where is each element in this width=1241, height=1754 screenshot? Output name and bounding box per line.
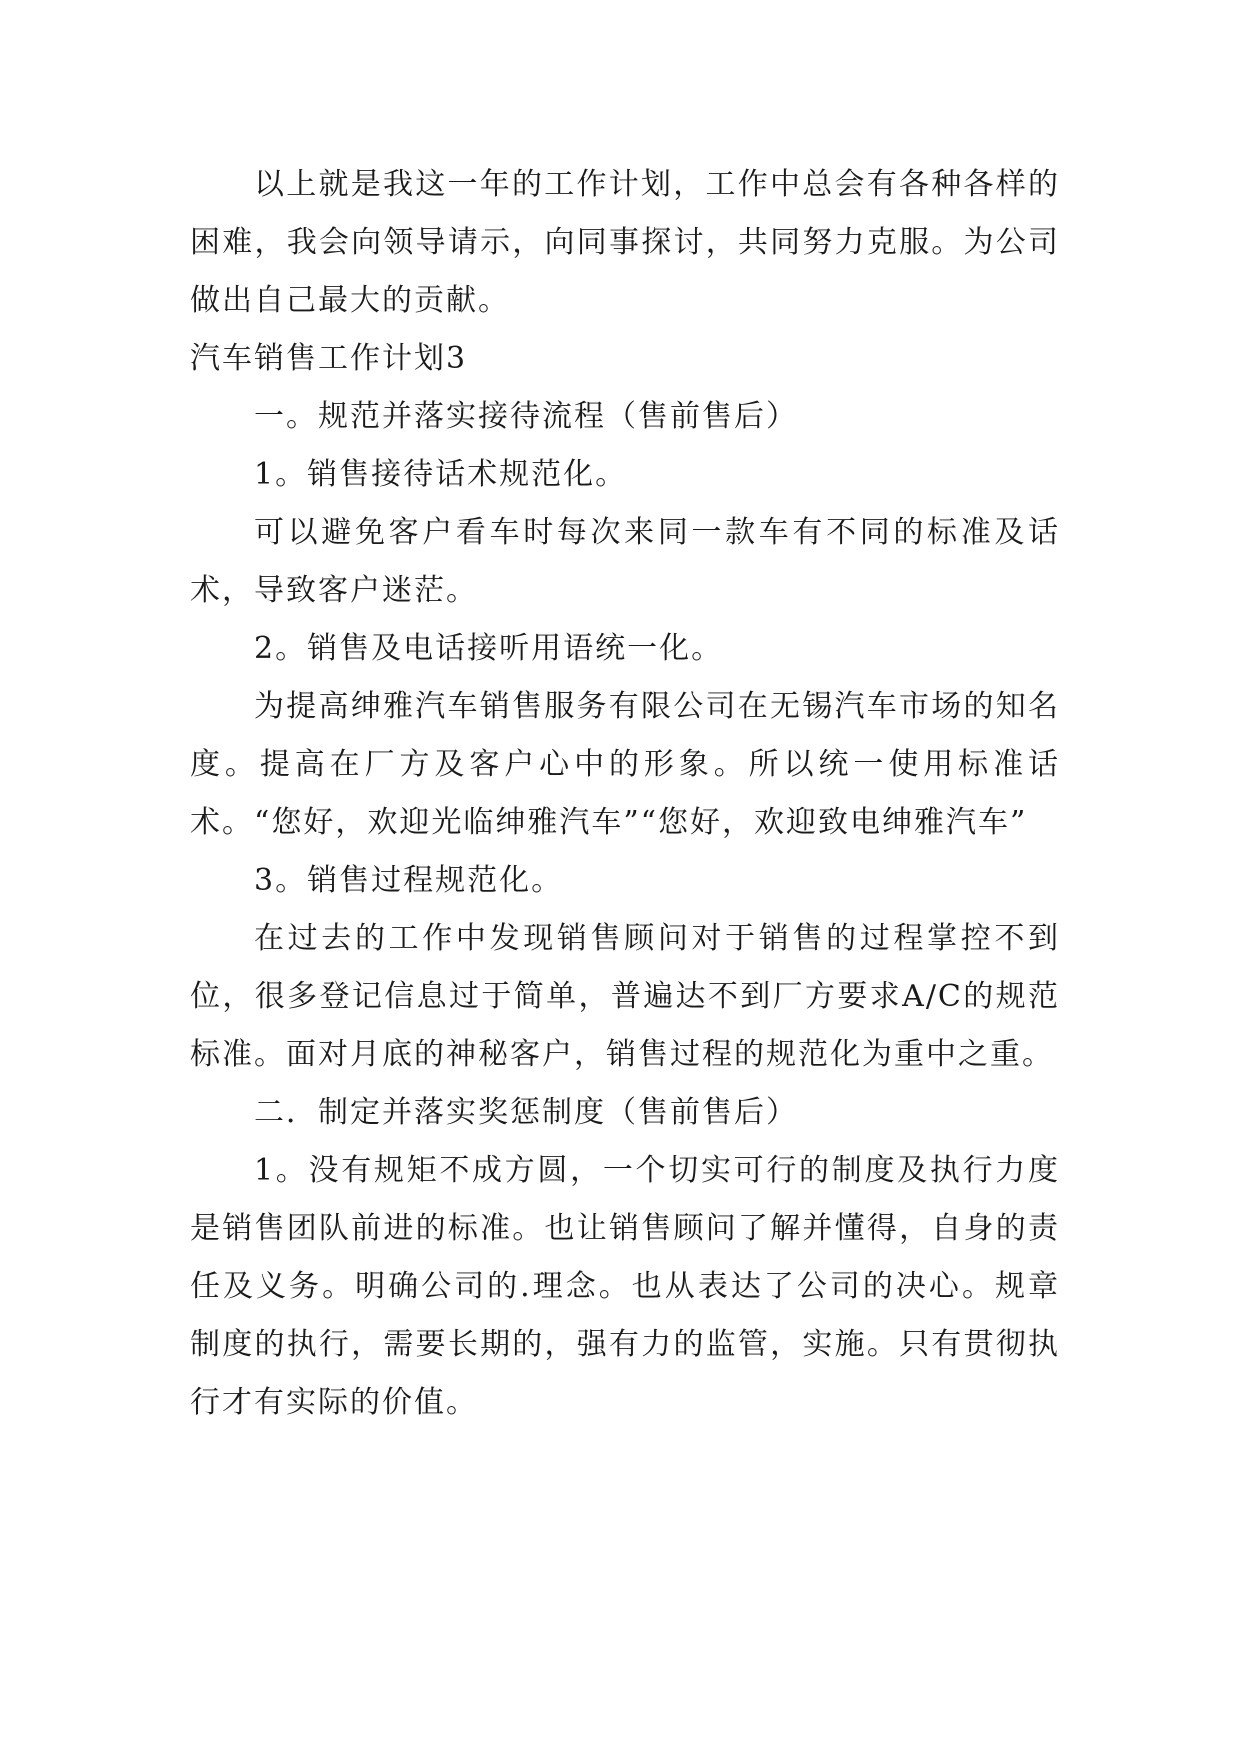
- paragraph-sales-process: 在过去的工作中发现销售顾问对于销售的过程掌控不到位，很多登记信息过于简单，普遍达不到厂方要求A/C的规范标准。面对月底的神秘客户，销售过程的规范化为重中之重。: [190, 921, 1060, 1072]
- subheading-sales-process: 3。销售过程规范化。: [254, 863, 564, 898]
- paragraph-phone-language: 为提高绅雅汽车销售服务有限公司在无锡汽车市场的知名度。提高在厂方及客户心中的形象。所以统一使用标准话术。“您好，欢迎光临绅雅汽车”“您好，欢迎致电绅雅汽车”: [190, 689, 1060, 840]
- paragraph-script-reason: 可以避免客户看车时每次来同一款车有不同的标准及话术，导致客户迷茫。: [190, 515, 1060, 608]
- document-body: [190, 156, 1060, 1432]
- paragraph-closing: 以上就是我这一年的工作计划，工作中总会有各种各样的困难，我会向领导请示，向同事探讨，共同努力克服。为公司做出自己最大的贡献。: [190, 167, 1060, 318]
- section-title: 汽车销售工作计划3: [190, 341, 468, 376]
- heading-reception-process: 一。规范并落实接待流程（售前售后）: [254, 399, 798, 434]
- heading-reward-system: 二．制定并落实奖惩制度（售前售后）: [254, 1095, 798, 1130]
- paragraph-reward-system: 1。没有规矩不成方圆，一个切实可行的制度及执行力度是销售团队前进的标准。也让销售顾问了解并懂得，自身的责任及义务。明确公司的.理念。也从表达了公司的决心。规章制度的执行，需要长期的，强有力的监管，实施。只有贯彻执行才有实际的价值。: [190, 1153, 1060, 1420]
- subheading-phone-language: 2。销售及电话接听用语统一化。: [254, 631, 724, 666]
- subheading-script-standardization: 1。销售接待话术规范化。: [254, 457, 628, 492]
